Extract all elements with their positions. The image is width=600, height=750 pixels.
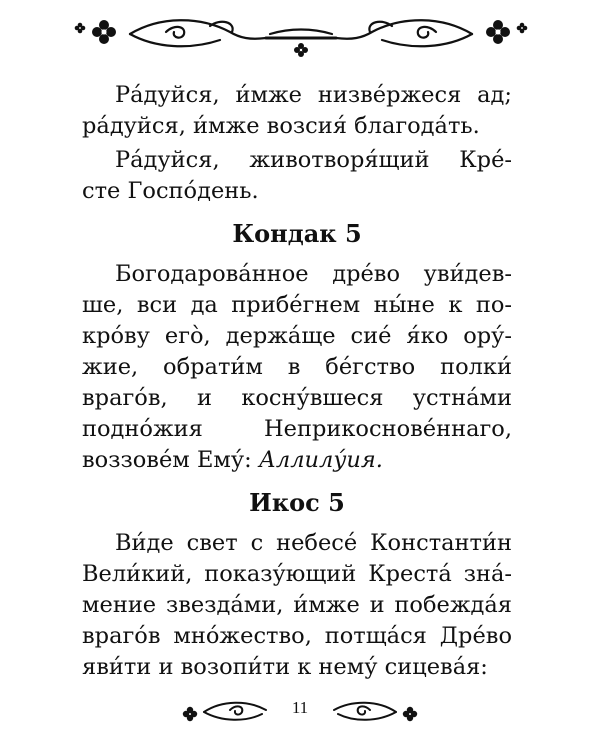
paragraph-kondak xyxy=(82,259,512,476)
text-line: враго́в, и косну́вшеся устна́ми xyxy=(82,385,512,411)
text-line: враго́в мно́жество, потща́ся Дре́во xyxy=(82,623,512,649)
text-line: яви́ти и возопи́ти к нему́ сицева́я: xyxy=(82,654,488,680)
heading-kondak: Кондак 5 xyxy=(232,219,362,248)
text-line: жие, обрати́м в бе́гство полки́ xyxy=(82,354,512,380)
text-line: подно́жия Неприкоснове́ннаго, xyxy=(82,416,512,442)
text-line: Ра́дуйся, и́мже низве́ржеся ад; xyxy=(115,82,512,108)
text-line: ра́дуйся, и́мже возсия́ благода́ть. xyxy=(82,113,480,139)
text-line: Ра́дуйся, животворя́щий Кре́- xyxy=(115,147,512,173)
text-line: кро́ву его̀, держа́ще сие́ я́ко ору́- xyxy=(82,323,512,349)
text-line: Богодарова́нное дре́во уви́дев- xyxy=(115,261,512,287)
text-fragment: воззове́м Ему́: xyxy=(82,447,259,473)
text-line: ше, вси да прибе́гнем ны́не к по- xyxy=(82,292,512,318)
text-line: Ви́де свет с небесе́ Константи́н xyxy=(115,530,512,556)
text-line: Вели́кий, показу́ющий Креста́ зна́- xyxy=(82,561,512,587)
paragraph-ikos xyxy=(82,528,512,683)
paragraph-radujsya-1 xyxy=(82,80,512,142)
text-line: мение звезда́ми, и́мже и побежда́я xyxy=(82,592,512,618)
heading-ikos: Икос 5 xyxy=(249,488,345,517)
alleluia-text: Аллилу́ия. xyxy=(258,447,383,473)
top-ornament xyxy=(70,10,532,58)
prayer-text xyxy=(82,80,512,686)
paragraph-radujsya-2 xyxy=(82,145,512,207)
text-line: сте Госпо́день. xyxy=(82,178,259,204)
page-number: 11 xyxy=(291,698,309,717)
text-line-final xyxy=(82,445,512,476)
